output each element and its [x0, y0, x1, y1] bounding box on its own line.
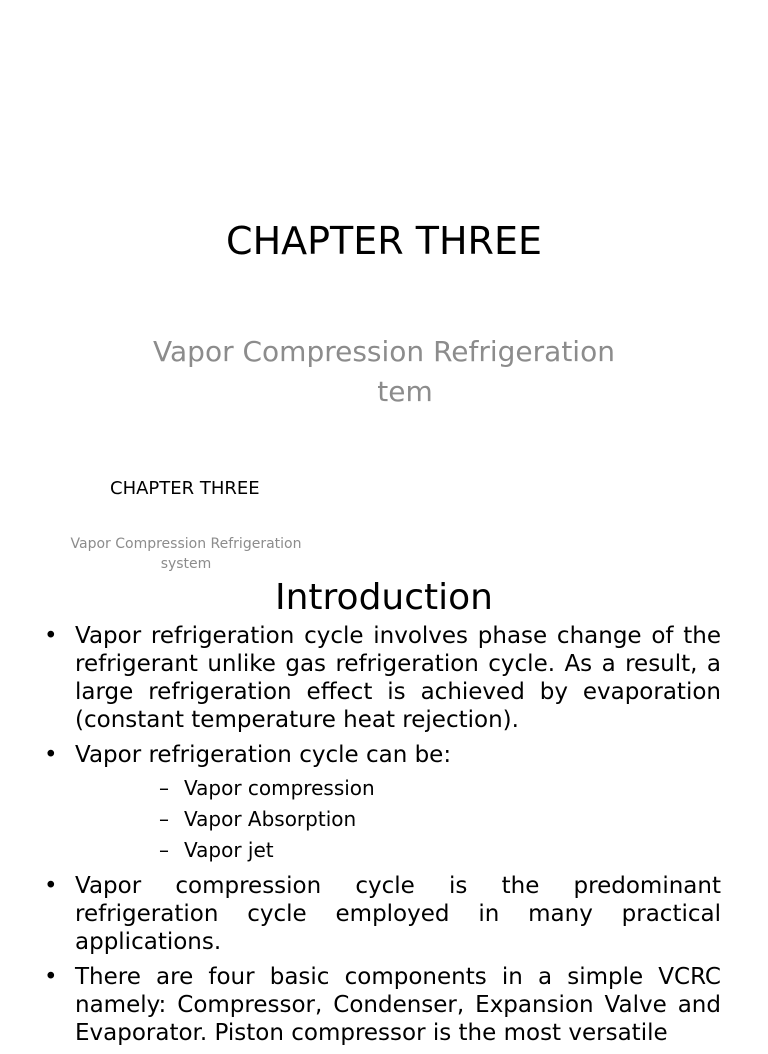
bullet-item [0, 622, 768, 734]
bullet-text: Vapor compression cycle is the predominant refrigeration cycle employed in many practical applications. [75, 873, 721, 955]
thumbnail-subtitle [66, 534, 306, 574]
thumbnail-subtitle-line2: system [160, 556, 212, 572]
sub-item [75, 773, 721, 803]
bullet-text: There are four basic components in a simple VCRC namely: Compressor, Condenser, Expansion Valve and Evaporator. Piston compressor is the most versatile [75, 964, 721, 1046]
dash-icon: – [159, 776, 169, 800]
thumbnail-title: CHAPTER THREE [110, 478, 260, 499]
dash-icon: – [159, 807, 169, 831]
sub-item [75, 804, 721, 834]
bullet-item [0, 741, 768, 865]
sub-item-text: Vapor Absorption [184, 807, 357, 831]
sub-item-text: Vapor compression [184, 776, 375, 800]
thumbnail-subtitle-line1: Vapor Compression Refrigeration [70, 536, 302, 552]
introduction-heading: Introduction [274, 577, 493, 618]
sub-item [75, 835, 721, 865]
bullet-icon: • [44, 873, 58, 899]
bullet-item [0, 872, 768, 956]
slide-subtitle-line2: tem [377, 375, 433, 408]
bullet-icon: • [44, 742, 58, 768]
dash-icon: – [159, 838, 169, 862]
bullet-item [0, 963, 768, 1047]
bullet-icon: • [44, 623, 58, 649]
slide-subtitle-line1: Vapor Compression Refrigeration [153, 335, 615, 368]
bullet-text: Vapor refrigeration cycle can be: [75, 742, 452, 768]
slide-subtitle [150, 332, 618, 412]
bullet-icon: • [44, 964, 58, 990]
sub-list [75, 773, 721, 865]
sub-item-text: Vapor jet [184, 838, 274, 862]
bullet-list [0, 622, 768, 1054]
slide-title: CHAPTER THREE [226, 219, 542, 263]
bullet-text: Vapor refrigeration cycle involves phase change of the refrigerant unlike gas refrigeration cycle. As a result, a large refrigeration effect is achieved by evaporation (constant temperature heat rejection). [75, 623, 721, 733]
